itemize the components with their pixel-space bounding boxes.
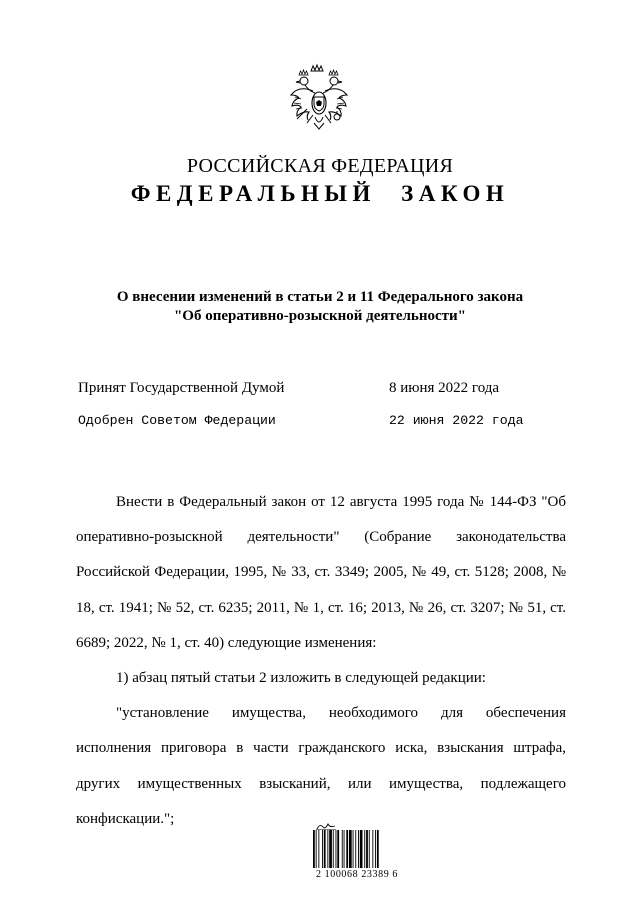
law-type-heading: ФЕДЕРАЛЬНЫЙ ЗАКОН [130,181,510,206]
approval-date: 22 июня 2022 года [389,413,524,428]
law-title-line-2: "Об оперативно-розыскной деятельности" [173,308,467,324]
adoption-date: 8 июня 2022 года [389,380,500,396]
approval-label: Одобрен Советом Федерации [78,413,276,428]
country-name: РОССИЙСКАЯ ФЕДЕРАЦИЯ [186,155,454,177]
law-title [0,288,640,326]
barcode-bars [312,830,402,868]
adoption-label: Принят Государственной Думой [78,380,285,396]
barcode [312,821,402,881]
law-body [76,485,566,837]
body-paragraph: 1) абзац пятый статьи 2 изложить в следующей редакции: [116,670,486,687]
signature-mark-icon [316,821,336,830]
body-paragraph: "установление имущества, необходимого для обеспечения исполнения приговора в части гражданского иска, взыскания штрафа, других имущественных взысканий, или имущества, подлежащего конфискации."; [76,705,566,827]
body-paragraph: Внести в Федеральный закон от 12 августа 1995 года № 144-ФЗ "Об оперативно-розыскной деятельности" (Собрание законодательства Российской Федерации, 1995, № 33, ст. 3349; 2005, № 49, ст. 5128; 2008, № 18, ст. 1941; № 52, ст. 6235; 2011, № 1, ст. 16; 2013, № 26, ст. 3207; № 51, ст. 6689; 2022, № 1, ст. 40) следующие изменения: [76,494,566,651]
law-title-line-1: О внесении изменений в статьи 2 и 11 Федерального закона [116,289,524,305]
barcode-digits: 2 100068 23389 6 [315,869,399,880]
adoption-row-council [78,413,578,433]
coat-of-arms-icon [287,63,351,133]
adoption-row-duma [78,380,578,400]
